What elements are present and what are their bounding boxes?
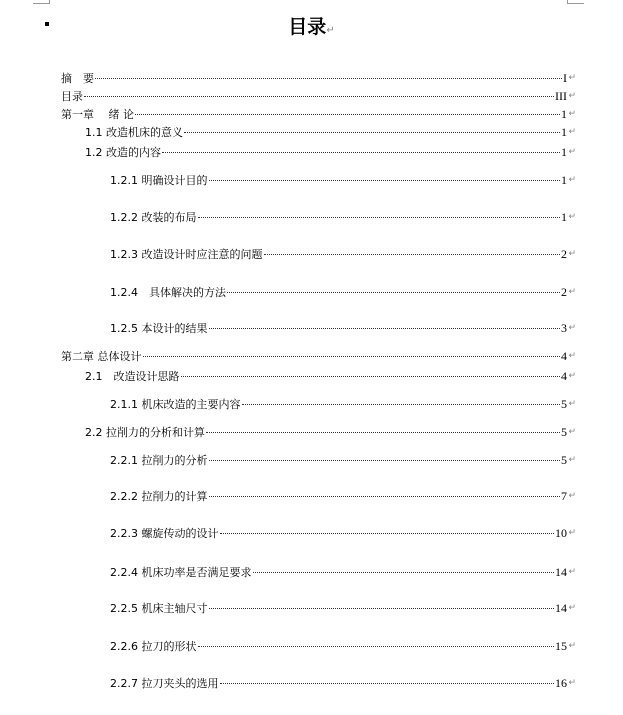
toc-entry-label: 1.2.2 改装的布局 bbox=[110, 211, 197, 224]
dot-leader bbox=[95, 78, 562, 79]
toc-entry-label: 1.2.3 改造设计时应注意的问题 bbox=[110, 248, 263, 261]
toc-entry[interactable] bbox=[85, 368, 576, 384]
toc-entry[interactable] bbox=[110, 396, 576, 412]
toc-entry-page: 5 bbox=[561, 425, 567, 439]
toc-title bbox=[0, 12, 623, 39]
toc-entry-page: 16 bbox=[555, 676, 567, 690]
toc-entry-label: 目录 bbox=[61, 90, 83, 103]
return-mark-icon: ↵ bbox=[568, 175, 576, 185]
return-mark-icon: ↵ bbox=[568, 287, 576, 297]
dot-leader bbox=[135, 114, 560, 115]
toc-entry-page: 10 bbox=[555, 526, 567, 540]
toc-title-text: 目录 bbox=[288, 16, 327, 38]
toc-entry-label: 2.2.5 机床主轴尺寸 bbox=[110, 602, 208, 615]
return-mark-icon: ↵ bbox=[326, 25, 335, 36]
toc-entry-label: 2.2.3 螺旋传动的设计 bbox=[110, 527, 219, 540]
toc-entry-page: 3 bbox=[561, 321, 567, 335]
toc-entry[interactable] bbox=[61, 106, 576, 122]
toc-entry-page: 1 bbox=[561, 107, 567, 121]
toc-entry[interactable] bbox=[61, 348, 576, 364]
toc-entry[interactable] bbox=[85, 424, 576, 440]
toc-entry-page: 1 bbox=[561, 173, 567, 187]
toc-entry-label: 1.2.1 明确设计目的 bbox=[110, 174, 208, 187]
toc-entry[interactable] bbox=[110, 452, 576, 468]
dot-leader bbox=[206, 432, 560, 433]
toc-entry-label: 2.2.2 拉削力的计算 bbox=[110, 490, 208, 503]
toc-entry-page: 7 bbox=[561, 489, 567, 503]
toc-entry-page: 2 bbox=[561, 285, 567, 299]
toc-entry[interactable] bbox=[110, 675, 576, 691]
toc-entry[interactable] bbox=[85, 144, 576, 160]
toc-entry-label: 2.2.1 拉削力的分析 bbox=[110, 454, 208, 467]
toc-entry-label: 2.2.7 拉刀夹头的选用 bbox=[110, 677, 219, 690]
toc-entry-label: 摘 要 bbox=[61, 72, 94, 85]
toc-entry-label: 2.2 拉削力的分析和计算 bbox=[85, 426, 205, 439]
return-mark-icon: ↵ bbox=[568, 455, 576, 465]
return-mark-icon: ↵ bbox=[568, 528, 576, 538]
toc-entry-page: 14 bbox=[555, 565, 567, 579]
dot-leader bbox=[162, 152, 560, 153]
toc-entry[interactable] bbox=[85, 124, 576, 140]
return-mark-icon: ↵ bbox=[568, 323, 576, 333]
return-mark-icon: ↵ bbox=[568, 603, 576, 613]
page-corner-mark-left bbox=[33, 0, 50, 4]
dot-leader bbox=[264, 254, 561, 255]
toc-entry[interactable] bbox=[110, 564, 576, 580]
return-mark-icon: ↵ bbox=[568, 641, 576, 651]
toc-entry[interactable] bbox=[110, 600, 576, 616]
toc-entry[interactable] bbox=[110, 172, 576, 188]
toc-entry-page: 5 bbox=[561, 453, 567, 467]
page-corner-mark-right bbox=[567, 0, 584, 4]
return-mark-icon: ↵ bbox=[568, 678, 576, 688]
dot-leader bbox=[181, 376, 561, 377]
dot-leader bbox=[198, 646, 555, 647]
dot-leader bbox=[209, 180, 561, 181]
dot-leader bbox=[242, 404, 561, 405]
dot-leader bbox=[143, 356, 561, 357]
dot-leader bbox=[227, 292, 560, 293]
dot-leader bbox=[209, 460, 561, 461]
toc-entry-label: 2.2.6 拉刀的形状 bbox=[110, 640, 197, 653]
toc-entry-label: 1.2.5 本设计的结果 bbox=[110, 322, 208, 335]
dot-leader bbox=[253, 572, 555, 573]
return-mark-icon: ↵ bbox=[568, 399, 576, 409]
toc-entry[interactable] bbox=[110, 284, 576, 300]
toc-entry-label: 1.1 改造机床的意义 bbox=[85, 126, 183, 139]
toc-entry-page: III bbox=[555, 89, 567, 103]
return-mark-icon: ↵ bbox=[568, 567, 576, 577]
dot-leader bbox=[184, 132, 560, 133]
toc-entry[interactable] bbox=[110, 638, 576, 654]
toc-entry-label: 2.1 改造设计思路 bbox=[85, 370, 180, 383]
return-mark-icon: ↵ bbox=[568, 371, 576, 381]
return-mark-icon: ↵ bbox=[568, 427, 576, 437]
dot-leader bbox=[209, 608, 555, 609]
return-mark-icon: ↵ bbox=[568, 249, 576, 259]
toc-entry[interactable] bbox=[110, 209, 576, 225]
toc-entry-page: 4 bbox=[561, 349, 567, 363]
toc-entry-page: 14 bbox=[555, 601, 567, 615]
return-mark-icon: ↵ bbox=[568, 351, 576, 361]
toc-entry-page: 2 bbox=[561, 247, 567, 261]
toc-entry-label: 2.1.1 机床改造的主要内容 bbox=[110, 398, 241, 411]
toc-entry[interactable] bbox=[110, 246, 576, 262]
return-mark-icon: ↵ bbox=[568, 127, 576, 137]
return-mark-icon: ↵ bbox=[568, 147, 576, 157]
toc-entry[interactable] bbox=[110, 320, 576, 336]
dot-leader bbox=[220, 683, 555, 684]
return-mark-icon: ↵ bbox=[568, 91, 576, 101]
toc-entry-label: 1.2 改造的内容 bbox=[85, 146, 161, 159]
toc-entry-label: 2.2.4 机床功率是否满足要求 bbox=[110, 566, 252, 579]
return-mark-icon: ↵ bbox=[568, 109, 576, 119]
toc-entry-page: 15 bbox=[555, 639, 567, 653]
return-mark-icon: ↵ bbox=[568, 212, 576, 222]
toc-entry-label: 1.2.4 具体解决的方法 bbox=[110, 286, 226, 299]
toc-entry-label: 第二章 总体设计 bbox=[61, 350, 142, 363]
dot-leader bbox=[209, 496, 561, 497]
return-mark-icon: ↵ bbox=[568, 73, 576, 83]
toc-entry-page: 5 bbox=[561, 397, 567, 411]
dot-leader bbox=[220, 533, 555, 534]
return-mark-icon: ↵ bbox=[568, 491, 576, 501]
dot-leader bbox=[84, 96, 554, 97]
toc-entry[interactable] bbox=[110, 488, 576, 504]
dot-leader bbox=[209, 328, 561, 329]
toc-entry-page: I bbox=[563, 71, 567, 85]
toc-entry[interactable] bbox=[61, 88, 576, 104]
toc-entry-page: 4 bbox=[561, 369, 567, 383]
toc-entry-page: 1 bbox=[561, 125, 567, 139]
dot-leader bbox=[198, 217, 561, 218]
toc-entry-label: 第一章 绪 论 bbox=[61, 108, 134, 121]
toc-entry[interactable] bbox=[61, 70, 576, 86]
toc-entry-page: 1 bbox=[561, 145, 567, 159]
toc-entry[interactable] bbox=[110, 525, 576, 541]
toc-entry-page: 1 bbox=[561, 210, 567, 224]
